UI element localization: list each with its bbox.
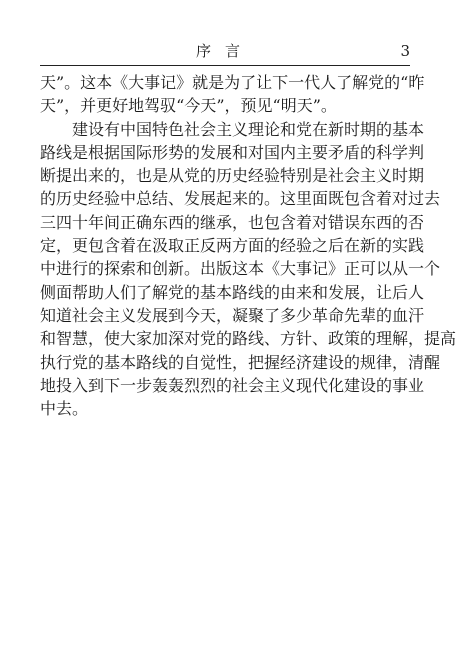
- text-line: 天”，并更好地驾驭“今天”，预见“明天”。: [40, 96, 337, 116]
- text-line: 的历史经验中总结、发展起来的。这里面既包含着对过去: [40, 189, 441, 209]
- text-line: 中进行的探索和创新。出版这本《大事记》正可以从一个: [40, 259, 441, 279]
- text-line: 侧面帮助人们了解党的基本路线的由来和发展，让后人: [40, 282, 425, 302]
- text-line: 执行党的基本路线的自觉性，把握经济建设的规律，清醒: [40, 352, 441, 372]
- text-line: 和智慧，使大家加深对党的路线、方针、政策的理解，提高: [40, 329, 456, 349]
- chapter-title: 序言: [195, 42, 254, 60]
- text-line: 地投入到下一步轰轰烈烈的社会主义现代化建设的事业: [40, 375, 425, 395]
- text-line: 断提出来的，也是从党的历史经验特别是社会主义时期: [40, 166, 425, 186]
- header-rule: [40, 65, 410, 66]
- body-text: [40, 71, 456, 420]
- text-line: 天”。这本《大事记》就是为了让下一代人了解党的“昨: [40, 73, 425, 92]
- page-number: 3: [400, 42, 410, 60]
- text-line: 中去。: [40, 399, 89, 419]
- text-line: 知道社会主义发展到今天，凝聚了多少革命先辈的血汗: [40, 305, 425, 325]
- running-header: [40, 40, 410, 62]
- text-line: 路线是根据国际形势的发展和对国内主要矛盾的科学判: [40, 142, 425, 162]
- text-line: 定，更包含着在汲取正反两方面的经验之后在新的实践: [40, 236, 425, 256]
- text-line: 建设有中国特色社会主义理论和党在新时期的基本: [40, 119, 425, 139]
- text-line: 三四十年间正确东西的继承，也包含着对错误东西的否: [40, 212, 425, 232]
